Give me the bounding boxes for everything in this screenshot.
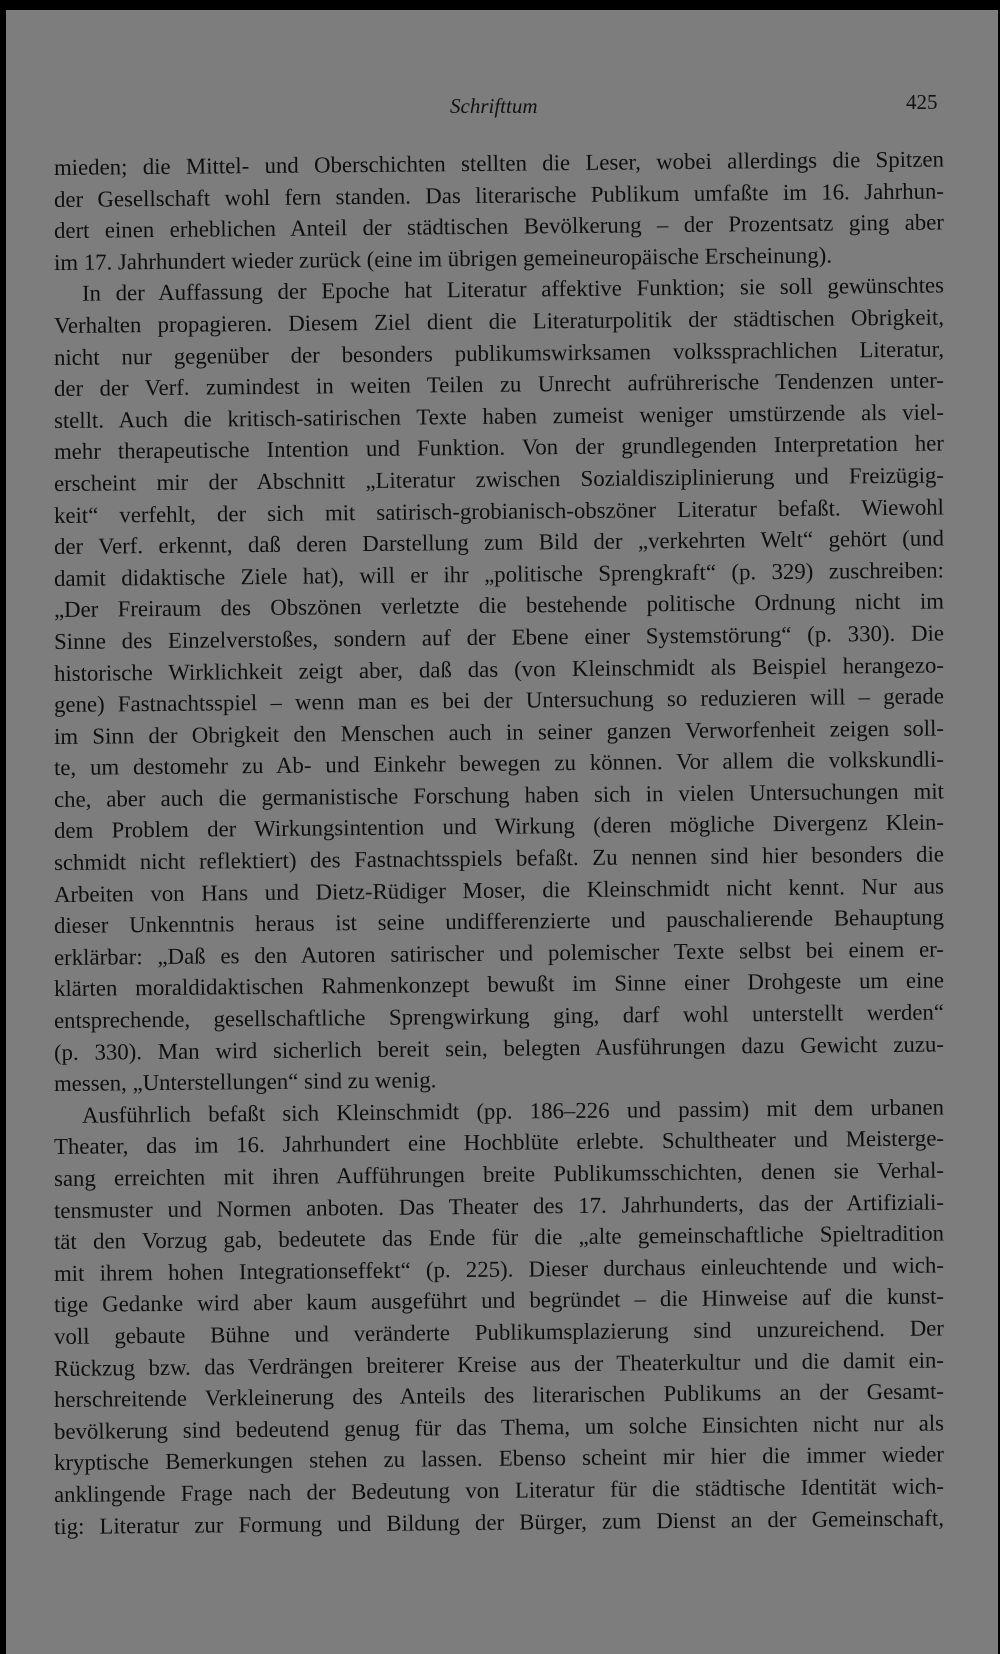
text-line: anklingende Frage nach der Bedeutung von Literatur für die städtische Identität wich-	[53, 1473, 945, 1507]
page-header	[6, 86, 998, 126]
text-line: nicht nur gegenüber der besonders publikumswirksamen volkssprachlichen Literatur,	[53, 336, 945, 370]
text-line: im Sinn der Obrigkeit den Menschen auch in seiner ganzen Verworfenheit zeigen soll-	[53, 715, 945, 749]
text-line: messen, „Unterstellungen“ sind zu wenig.	[53, 1067, 437, 1097]
text-line: erscheint mir der Abschnitt „Literatur zwischen Sozialdisziplinierung und Freizügig-	[53, 462, 945, 496]
text-line: kryptische Bemerkungen stehen zu lassen. Ebenso scheint mir hier die immer wieder	[53, 1441, 945, 1476]
text-line: Sinne des Einzelverstoßes, sondern auf der Ebene einer Systemstörung“ (p. 330). Die	[53, 620, 945, 654]
text-line: In der Auffassung der Epoche hat Literatur affektive Funktion; sie soll gewünschtes	[81, 272, 945, 307]
text-line: Rückzug bzw. das Verdrängen breiterer Kreise aus der Theaterkultur und die damit ein-	[53, 1347, 945, 1381]
text-line: tige Gedanke wird aber kaum ausgeführt und begründet – die Hinweise auf die kunst-	[53, 1283, 945, 1318]
text-line: Ausführlich befaßt sich Kleinschmidt (pp. 186–226 und passim) mit dem urbanen	[81, 1094, 945, 1128]
text-line: mit ihrem hohen Integrationseffekt“ (p. 225). Dieser durchaus einleuchtende und wich-	[53, 1252, 945, 1286]
text-line: bevölkerung sind bedeutend genug für das Thema, um solche Einsichten nicht nur als	[53, 1410, 945, 1444]
text-line: Theater, das im 16. Jahrhundert eine Hochblüte erlebte. Schultheater und Meisterge-	[53, 1125, 945, 1160]
text-line: tig: Literatur zur Formung und Bildung der Bürger, zum Dienst an der Gemeinschaft,	[53, 1504, 945, 1539]
text-line: herschreitende Verkleinerung des Anteils des literarischen Publikums an der Gesamt-	[53, 1378, 945, 1413]
text-line: mehr therapeutische Intention und Funktion. Von der grundlegenden Interpretation her	[53, 430, 945, 465]
text-line: „Der Freiraum des Obszönen verletzte die bestehende politische Ordnung nicht im	[53, 588, 945, 623]
text-line: dert einen erheblichen Anteil der städtischen Bevölkerung – der Prozentsatz ging aber	[53, 209, 945, 244]
text-line: gene) Fastnachtsspiel – wenn man es bei der Untersuchung so reduzieren will – gerade	[53, 683, 945, 718]
book-page	[6, 10, 998, 1654]
text-line: damit didaktische Ziele hat), will er ihr „politische Sprengkraft“ (p. 329) zuschreiben:	[53, 557, 945, 591]
text-line: che, aber auch die germanistische Forschung haben sich in vielen Untersuchungen mit	[53, 778, 945, 812]
text-line: voll gebaute Bühne und veränderte Publikumsplazierung sind unzureichend. Der	[53, 1315, 945, 1349]
text-line: im 17. Jahrhundert wieder zurück (eine im übrigen gemeineuropäische Erscheinung).	[53, 242, 833, 275]
text-line: der der Verf. zumindest in weiten Teilen zu Unrecht aufrührerische Tendenzen unter-	[53, 367, 945, 402]
text-line: klärten moraldidaktischen Rahmenkonzept bewußt im Sinne einer Drohgeste um eine	[53, 967, 945, 1002]
text-line: erklärbar: „Daß es den Autoren satirischer und polemischer Texte selbst bei einem er-	[53, 936, 945, 970]
text-line: tensmuster und Normen anboten. Das Theater des 17. Jahrhunderts, das der Artifiziali-	[53, 1189, 945, 1223]
running-title: Schrifttum	[450, 94, 538, 118]
text-line: mieden; die Mittel- und Oberschichten stellten die Leser, wobei allerdings die Spitzen	[53, 146, 945, 180]
text-line: der Verf. erkennt, daß deren Darstellung zum Bild der „verkehrten Welt“ gehört (und	[53, 525, 945, 560]
page-number: 425	[906, 90, 938, 114]
text-line: sang erreichten mit ihren Aufführungen breite Publikumsschichten, denen sie Verhal-	[53, 1157, 945, 1191]
text-line: stellt. Auch die kritisch-satirischen Texte haben zumeist weniger umstürzende als viel-	[53, 399, 945, 433]
text-line: dieser Unkenntnis heraus ist seine undifferenzierte und pauschalierende Behauptung	[53, 904, 945, 939]
text-line: Arbeiten von Hans und Dietz-Rüdiger Moser, die Kleinschmidt nicht kennt. Nur aus	[53, 873, 945, 907]
text-line: der Gesellschaft wohl fern standen. Das literarische Publikum umfaßte im 16. Jahrhun-	[53, 178, 945, 212]
text-line: te, um destomehr zu Ab- und Einkehr bewegen zu können. Vor allem die volkskundli-	[53, 746, 945, 781]
text-line: (p. 330). Man wird sicherlich bereit sein, belegten Ausführungen dazu Gewicht zuzu-	[53, 1031, 945, 1065]
text-line: keit“ verfehlt, der sich mit satirisch-grobianisch-obszöner Literatur befaßt. Wiewohl	[53, 493, 945, 528]
text-line: historische Wirklichkeit zeigt aber, daß das (von Kleinschmidt als Beispiel herangezo-	[53, 651, 945, 686]
text-line: entsprechende, gesellschaftliche Sprengwirkung ging, darf wohl unterstellt werden“	[53, 999, 945, 1034]
text-line: tät den Vorzug gab, bedeutete das Ende für die „alte gemeinschaftliche Spieltradition	[53, 1220, 945, 1255]
body-text	[53, 146, 945, 1542]
text-line: schmidt nicht reflektiert) des Fastnachtsspiels befaßt. Zu nennen sind hier besonders die	[53, 841, 945, 876]
text-line: Verhalten propagieren. Diesem Ziel dient die Literaturpolitik der städtischen Obrigkeit,	[53, 304, 945, 338]
text-line: dem Problem der Wirkungsintention und Wirkung (deren mögliche Divergenz Klein-	[53, 809, 945, 844]
